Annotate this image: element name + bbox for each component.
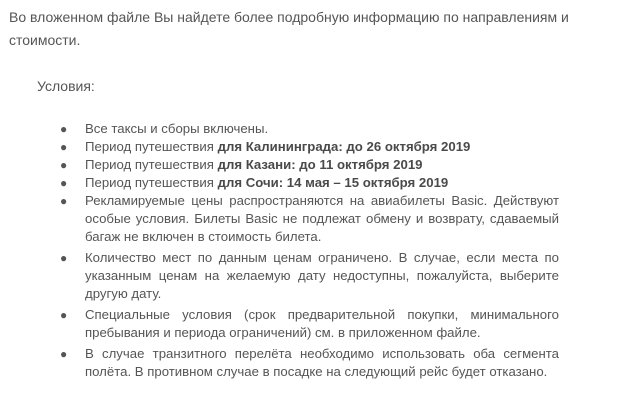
bullet-icon: ● (60, 122, 68, 136)
list-item (0, 174, 559, 192)
item-prefix: Период путешествия (85, 139, 218, 154)
item-text: Все таксы и сборы включены. (85, 121, 269, 136)
list-item (0, 345, 559, 381)
item-text: Рекламируемые цены распространяются на авиабилеты Basic. Действуют особые условия. Билеты Basic не подлежат обмену и возврату, сдаваемый багаж не включен в стоимость билета. (85, 193, 559, 244)
conditions-label: Условия: (37, 78, 95, 94)
item-prefix: Период путешествия (85, 175, 218, 190)
item-bold-text: для Калининграда: до 26 октября 2019 (217, 139, 471, 154)
list-item (0, 138, 559, 156)
intro-paragraph: Во вложенном файле Вы найдете более подробную информацию по направлениям и стоимости. (9, 9, 569, 48)
item-prefix: Период путешествия (85, 157, 218, 172)
list-item (0, 306, 559, 342)
list-item (0, 249, 559, 303)
bullet-icon: ● (60, 251, 68, 265)
bullet-icon: ● (60, 308, 68, 322)
bullet-icon: ● (60, 347, 68, 361)
conditions-list (0, 120, 637, 381)
item-bold-text: для Сочи: 14 мая – 15 октября 2019 (217, 175, 449, 190)
list-item (0, 156, 559, 174)
bullet-icon: ● (60, 176, 68, 190)
bullet-icon: ● (60, 158, 68, 172)
item-text: В случае транзитного перелёта необходимо использовать оба сегмента полёта. В противном случае в посадке на следующий рейс будет отказано. (85, 346, 559, 379)
list-item (0, 120, 559, 138)
item-bold-text: для Казани: до 11 октября 2019 (217, 157, 423, 172)
bullet-icon: ● (60, 194, 68, 208)
bullet-icon: ● (60, 140, 68, 154)
item-text: Специальные условия (срок предварительной покупки, минимального пребывания и периода ограничений) см. в приложенном файле. (85, 307, 559, 340)
list-item (0, 192, 559, 246)
item-text: Количество мест по данным ценам ограничено. В случае, если места по указанным ценам на желаемую дату недоступны, пожалуйста, выберите другую дату. (85, 250, 559, 301)
